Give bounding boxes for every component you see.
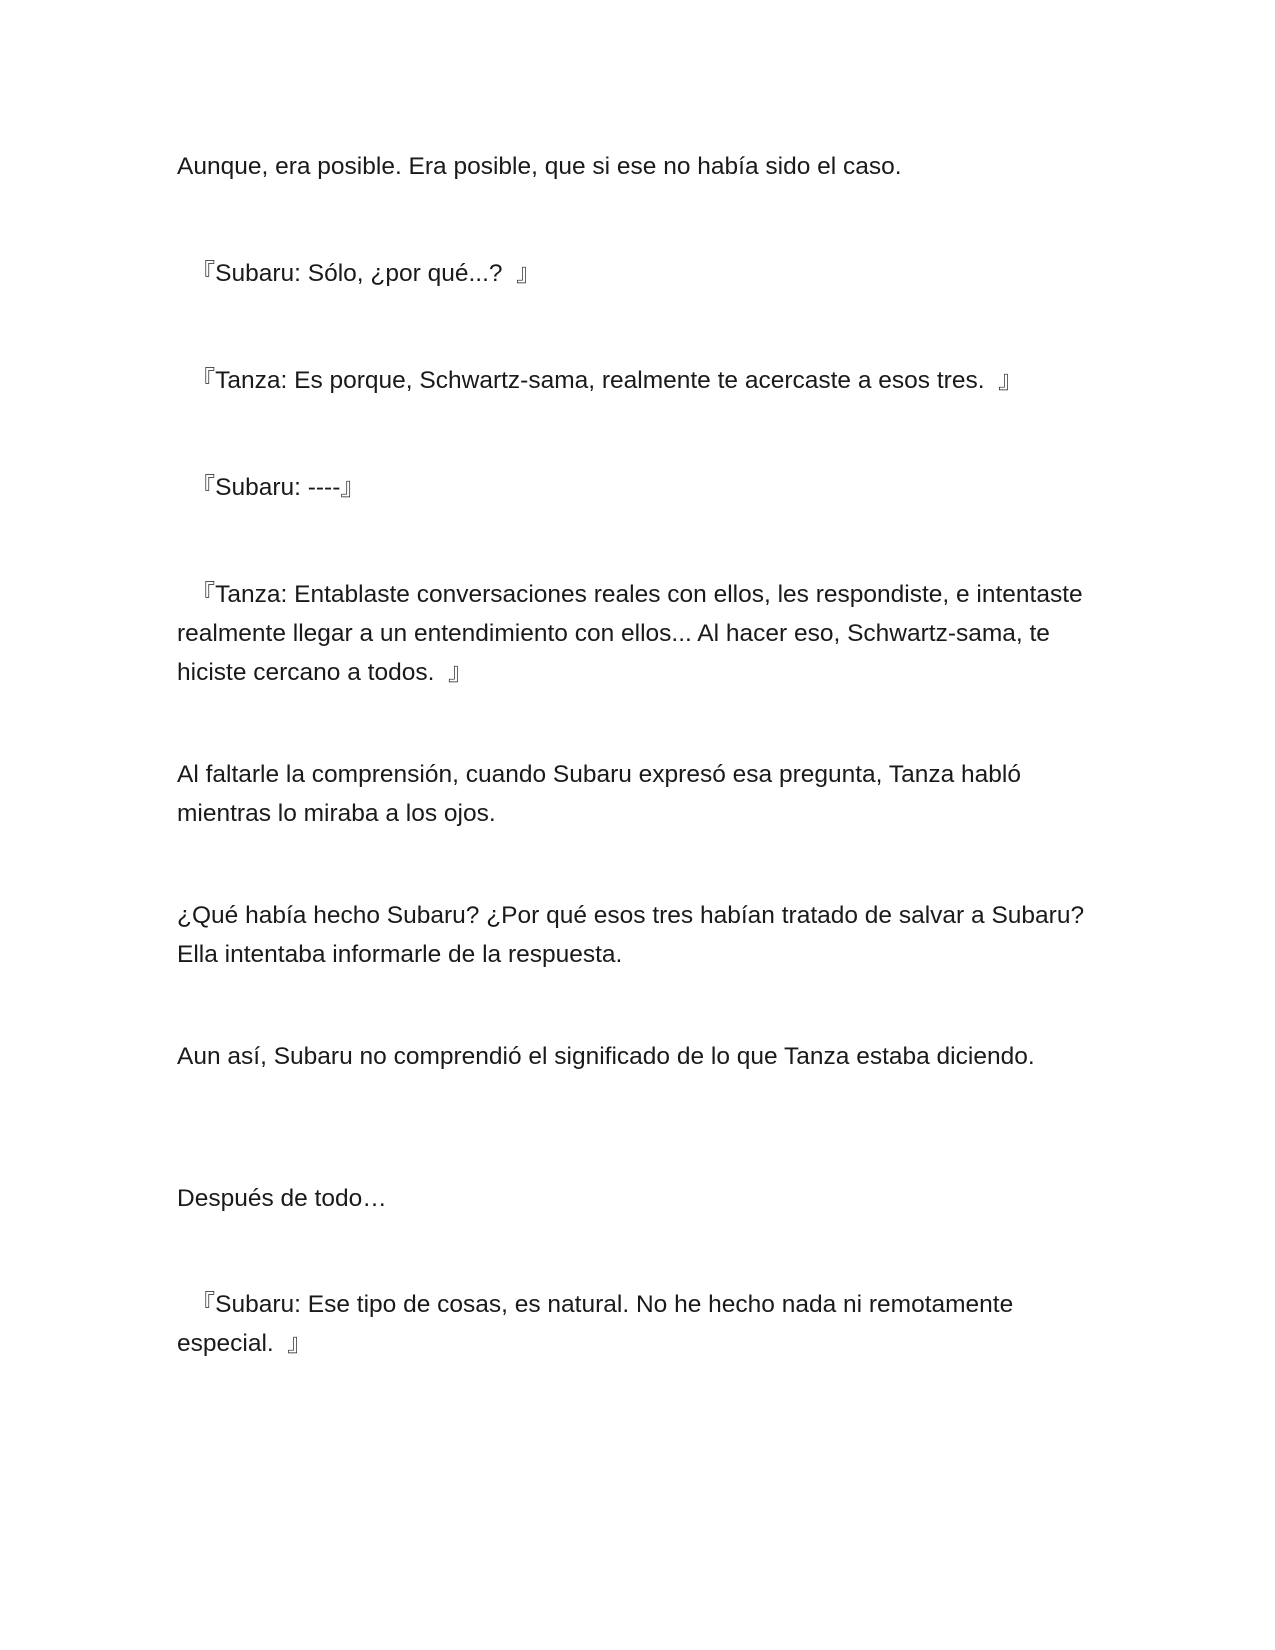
dialogue-line: 『Subaru: Ese tipo de cosas, es natural. No he hecho nada ni remotamente especial. 』 bbox=[177, 1291, 1021, 1357]
dialogue-line: 『Tanza: Es porque, Schwartz-sama, realmente te acercaste a esos tres. 』 bbox=[177, 367, 1023, 394]
dialogue-line: 『Subaru: Sólo, ¿por qué...? 』 bbox=[177, 260, 541, 287]
dialogue-line: 『Subaru: ----』 bbox=[177, 474, 365, 501]
paragraph: Aunque, era posible. Era posible, que si ese no había sido el caso. bbox=[177, 153, 902, 180]
dialogue-line: 『Tanza: Entablaste conversaciones reales con ellos, les respondiste, e intentaste realmente llegar a un entendimiento con ellos... Al hacer eso, Schwartz-sama, te hiciste cercano a todos. 』 bbox=[177, 581, 1090, 686]
paragraph: Al faltarle la comprensión, cuando Subaru expresó esa pregunta, Tanza habló mientras lo miraba a los ojos. bbox=[177, 761, 1021, 827]
paragraph: ¿Qué había hecho Subaru? ¿Por qué esos tres habían tratado de salvar a Subaru? Ella intentaba informarle de la respuesta. bbox=[177, 902, 1085, 968]
paragraph: Después de todo… bbox=[177, 1185, 387, 1212]
paragraph: Aun así, Subaru no comprendió el significado de lo que Tanza estaba diciendo. bbox=[177, 1043, 1035, 1070]
